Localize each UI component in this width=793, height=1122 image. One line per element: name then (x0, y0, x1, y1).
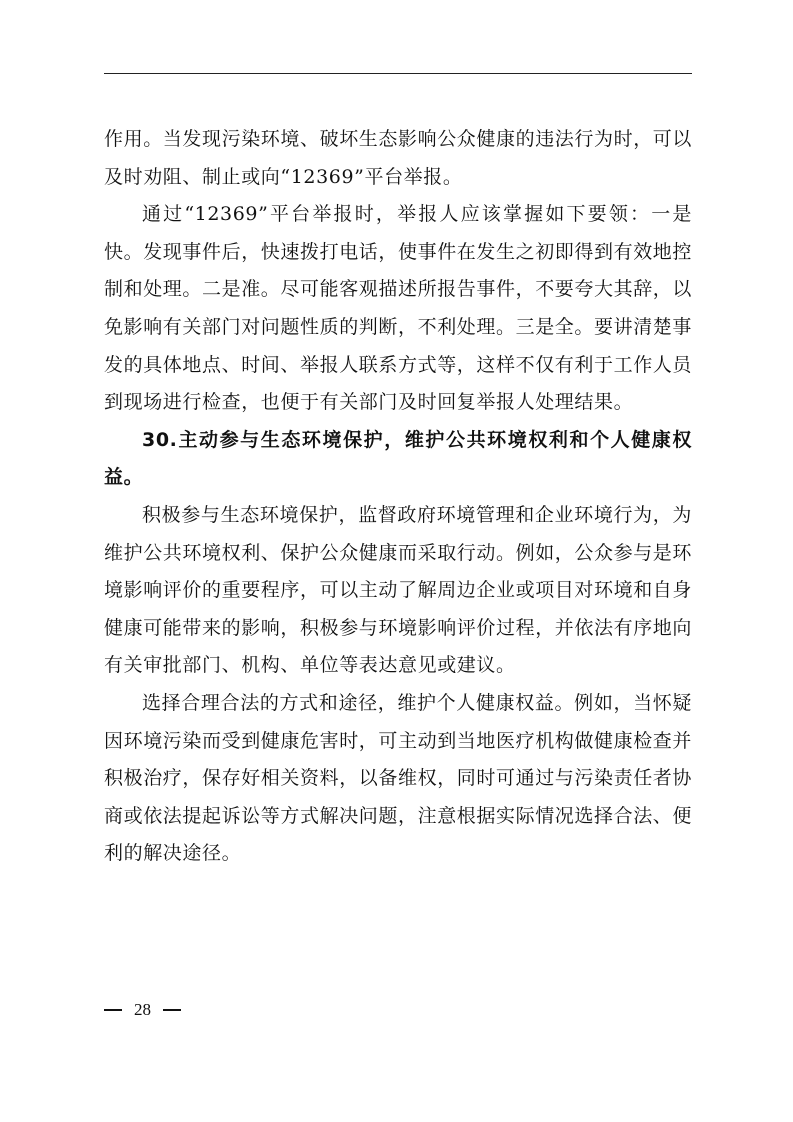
footer-dash-left (104, 1009, 122, 1011)
section-heading: 30.主动参与生态环境保护，维护公共环境权利和个人健康权益。 (104, 428, 692, 489)
page-number: 28 (134, 1000, 151, 1019)
page-footer (104, 998, 181, 1022)
footer-dash-right (163, 1009, 181, 1011)
paragraph-3: 积极参与生态环境保护，监督政府环境管理和企业环境行为，为维护公共环境权利、保护公众健康而采取行动。例如，公众参与是环境影响评价的重要程序，可以主动了解周边企业或项目对环境和自身健康可能带来的影响，积极参与环境影响评价过程，并依法有序地向有关审批部门、机构、单位等表达意见或建议。 (104, 503, 693, 677)
page-body (104, 121, 692, 873)
paragraph-2: 通过“12369”平台举报时，举报人应该掌握如下要领：一是快。发现事件后，快速拨打电话，使事件在发生之初即得到有效地控制和处理。二是准。尽可能客观描述所报告事件，不要夸大其辞，以免影响有关部门对问题性质的判断，不利处理。三是全。要讲清楚事发的具体地点、时间、举报人联系方式等，这样不仅有利于工作人员到现场进行检查，也便于有关部门及时回复举报人处理结果。 (104, 203, 693, 414)
paragraph-1: 作用。当发现污染环境、破坏生态影响公众健康的违法行为时，可以及时劝阻、制止或向“12369”平台举报。 (104, 128, 693, 188)
header-rule (104, 73, 692, 74)
paragraph-4: 选择合理合法的方式和途径，维护个人健康权益。例如，当怀疑因环境污染而受到健康危害时，可主动到当地医疗机构做健康检查并积极治疗，保存好相关资料，以备维权，同时可通过与污染责任者协商或依法提起诉讼等方式解决问题，注意根据实际情况选择合法、便利的解决途径。 (104, 691, 693, 865)
